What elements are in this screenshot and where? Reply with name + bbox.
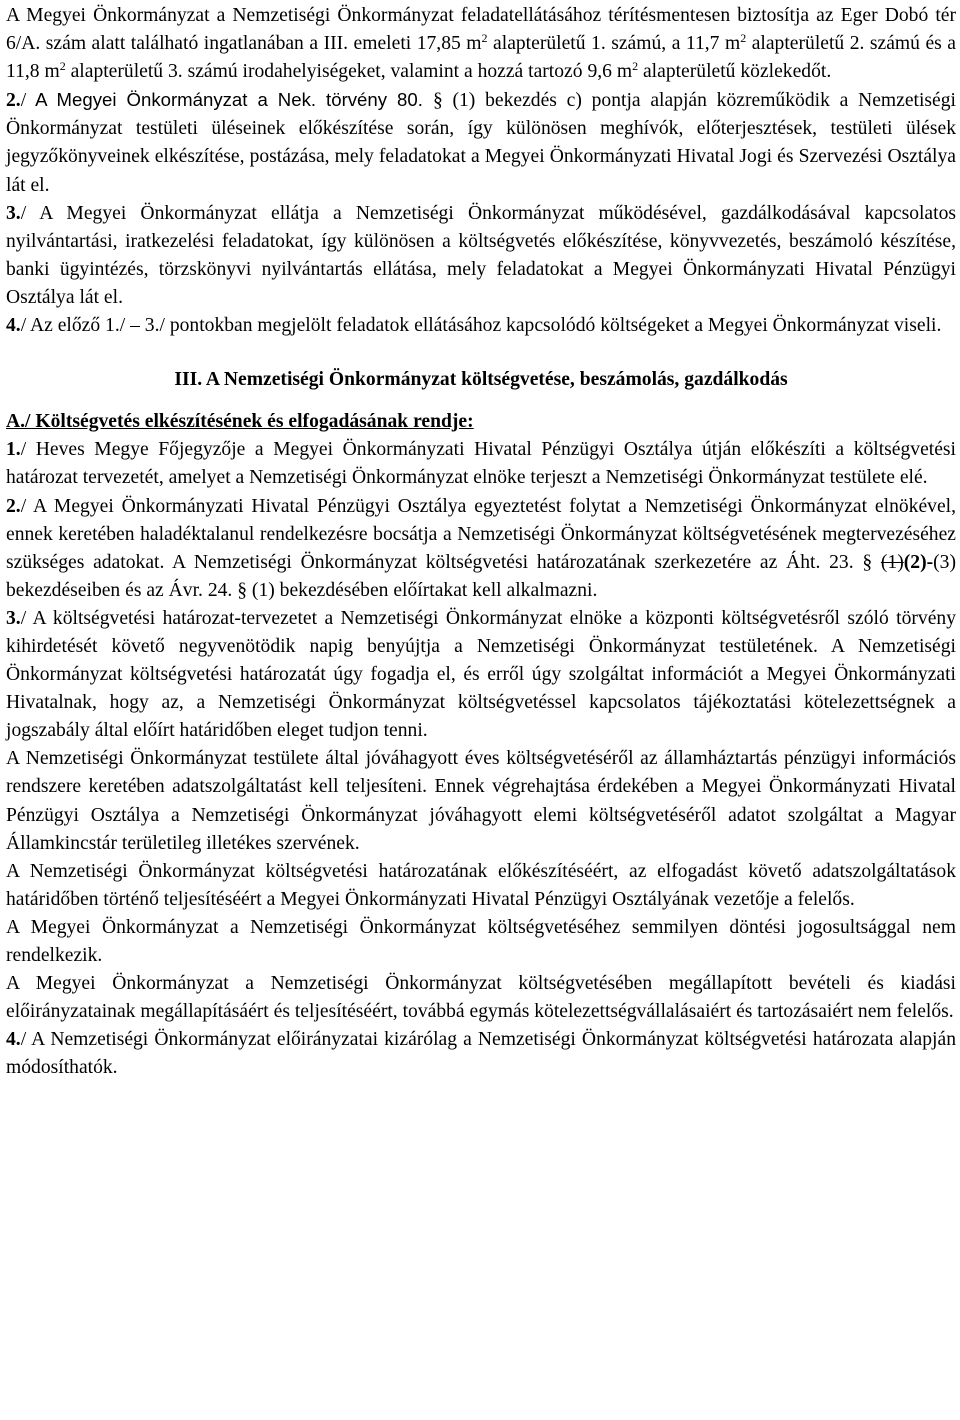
paragraph-item-4 [6,312,956,340]
intro-paragraph [6,2,956,86]
item-text: Heves Megye Főjegyzője a Megyei Önkormányzati Hivatal Pénzügyi Osztálya útján előkészíti a költségvetési határozat tervezetét, amelyet a Nemzetiségi Önkormányzat elnöke terjeszt a Nemzetiségi Önkormányzat testülete elé. [6,439,956,489]
spacer [6,340,956,366]
item-slash: / [20,495,27,517]
paragraph-item-3 [6,200,956,312]
item-slash: / [20,202,27,224]
paragraph-item-2 [6,86,956,199]
paragraph-b6: A Megyei Önkormányzat a Nemzetiségi Önkormányzat költségvetéséhez semmilyen döntési jogosultsággal nem rendelkezik. [6,916,956,966]
intro-text-3: alapterületű 2. számú és a 11,8 m [6,33,956,83]
item-text: Az előző 1./ – 3./ pontokban megjelölt feladatok ellátásához kapcsolódó költségeket a Megyei Önkormányzat viseli. [26,315,942,337]
item-text: A Megyei Önkormányzat ellátja a Nemzetiségi Önkormányzat működésével, gazdálkodásával kapcsolatos nyilvántartási, iratkezelési feladatokat, így különösen a költségvetés előkészítése, könyvvezetés, beszámoló készítése, banki ügyintézés, törzskönyvi nyilvántartás ellátása, mely feladatokat a Megyei Önkormányzati Hivatal Pénzügyi Osztálya lát el. [6,202,956,308]
superscript: 2 [59,59,66,74]
paragraph-b5: A Nemzetiségi Önkormányzat költségvetési határozatának előkészítéséért, az elfogadást követő adatszolgáltatások határidőben történő teljesítéséért a Megyei Önkormányzati Hivatal Pénzügyi Osztályának vezetője a felelős. [6,860,956,910]
item-slash: / [20,439,27,461]
item-slash: / [20,315,27,337]
superscript: 2 [740,31,747,46]
item-number: 1. [6,439,21,461]
item-text: A költségvetési határozat-tervezetet a Nemzetiségi Önkormányzat elnöke a központi költségvetésről szóló törvény kihirdetését követő negyvenötödik napig benyújtja a Nemzetiségi Önkormányzat testületének. A Nemzetiségi Önkormányzat költségvetési határozatát úgy fogadja el, és erről úgy szolgáltat információt a Megyei Önkormányzati Hivatalnak, hogy az, a Nemzetiségi Önkormányzat költségvetéssel kapcsolatos tájékoztatási kötelezettségnek a jogszabály által előírt határidőben eleget tudjon tenni. [6,607,956,742]
item-slash: / [20,607,27,629]
item-slash: / [20,1029,27,1051]
item-slash: / [20,90,27,112]
subsection-title-text: A./ Költségvetés elkészítésének és elfogadásának rendje: [6,411,474,433]
section-title: III. A Nemzetiségi Önkormányzat költségvetése, beszámolás, gazdálkodás [174,369,788,391]
paragraph-b2 [6,493,956,605]
subsection-title [6,408,956,436]
struck-text: (1) [880,551,904,573]
item-text-tail: (3) bekezdéseiben és az Ávr. 24. § (1) bekezdésében előírtakat kell alkalmazni. [6,551,956,601]
item-number: 2. [6,90,21,112]
paragraph-b7: A Megyei Önkormányzat a Nemzetiségi Önkormányzat költségvetésében megállapított bevételi és kiadási előirányzatainak megállapításáért és teljesítéséért, továbbá egymás kötelezettségvállalásaiért és tartozásaiért nem felelős. [6,973,956,1023]
paragraph-b3 [6,605,956,745]
paragraph-b4: A Nemzetiségi Önkormányzat testülete által jóváhagyott éves költségvetéséről az államháztartás pénzügyi információs rendszere keretében adatszolgáltatást kell teljesíteni. Ennek végrehajtása érdekében a Megyei Önkormányzati Hivatal Pénzügyi Osztálya a Nemzetiségi Önkormányzat jóváhagyott elemi költségvetéséről adatot szolgáltat a Magyar Államkincstár területileg illetékes szervének. [6,748,956,854]
item-number: 4. [6,315,21,337]
intro-text-4: alapterületű 3. számú irodahelyiségeket, valamint a hozzá tartozó 9,6 m [65,61,633,83]
intro-text-2: alapterületű 1. számú, a 11,7 m [487,33,741,55]
item-number: 2. [6,495,21,517]
intro-text-5: alapterületű közlekedőt. [638,61,832,83]
intro-text-1: A Megyei Önkormányzat a Nemzetiségi Önkormányzat feladatellátásához térítésmentesen biztosítja az Eger Dobó tér 6/A. szám alatt található ingatlanában a III. emeleti 17,85 m [6,5,956,55]
spacer [6,394,956,408]
item-text: A Megyei Önkormányzati Hivatal Pénzügyi Osztálya egyeztetést folytat a Nemzetiségi Önkormányzat elnökével, ennek keretében haladéktalanul rendelkezésre bocsátja a Nemzetiségi Önkormányzat költségvetésének megtervezéséhez szükséges adatokat. A Nemzetiségi Önkormányzat költségvetési határozatának szerkezetére az Áht. 23. § [6,495,956,573]
paragraph-b1 [6,436,956,492]
item-number: 4. [6,1029,21,1051]
bold-insert: (2)- [903,551,934,573]
item-text: A Nemzetiségi Önkormányzat előirányzatai kizárólag a Nemzetiségi Önkormányzat költségvetési határozata alapján módosíthatók. [6,1029,956,1079]
paragraph-b8 [6,1026,956,1082]
superscript: 2 [481,31,488,46]
item-number: 3. [6,202,21,224]
superscript: 2 [632,59,639,74]
item-text: § (1) bekezdés c) pontja alapján közreműködik a Nemzetiségi Önkormányzat testületi üléseinek előkészítése során, így különösen meghívók, előterjesztések, testületi ülések jegyzőkönyveinek elkészítése, postázása, mely feladatokat a Megyei Önkormányzati Hivatal Jogi és Szervezési Osztálya lát el. [6,90,956,196]
item-number: 3. [6,607,21,629]
item-text-sans: A Megyei Önkormányzat a Nek. törvény 80. [26,89,433,111]
